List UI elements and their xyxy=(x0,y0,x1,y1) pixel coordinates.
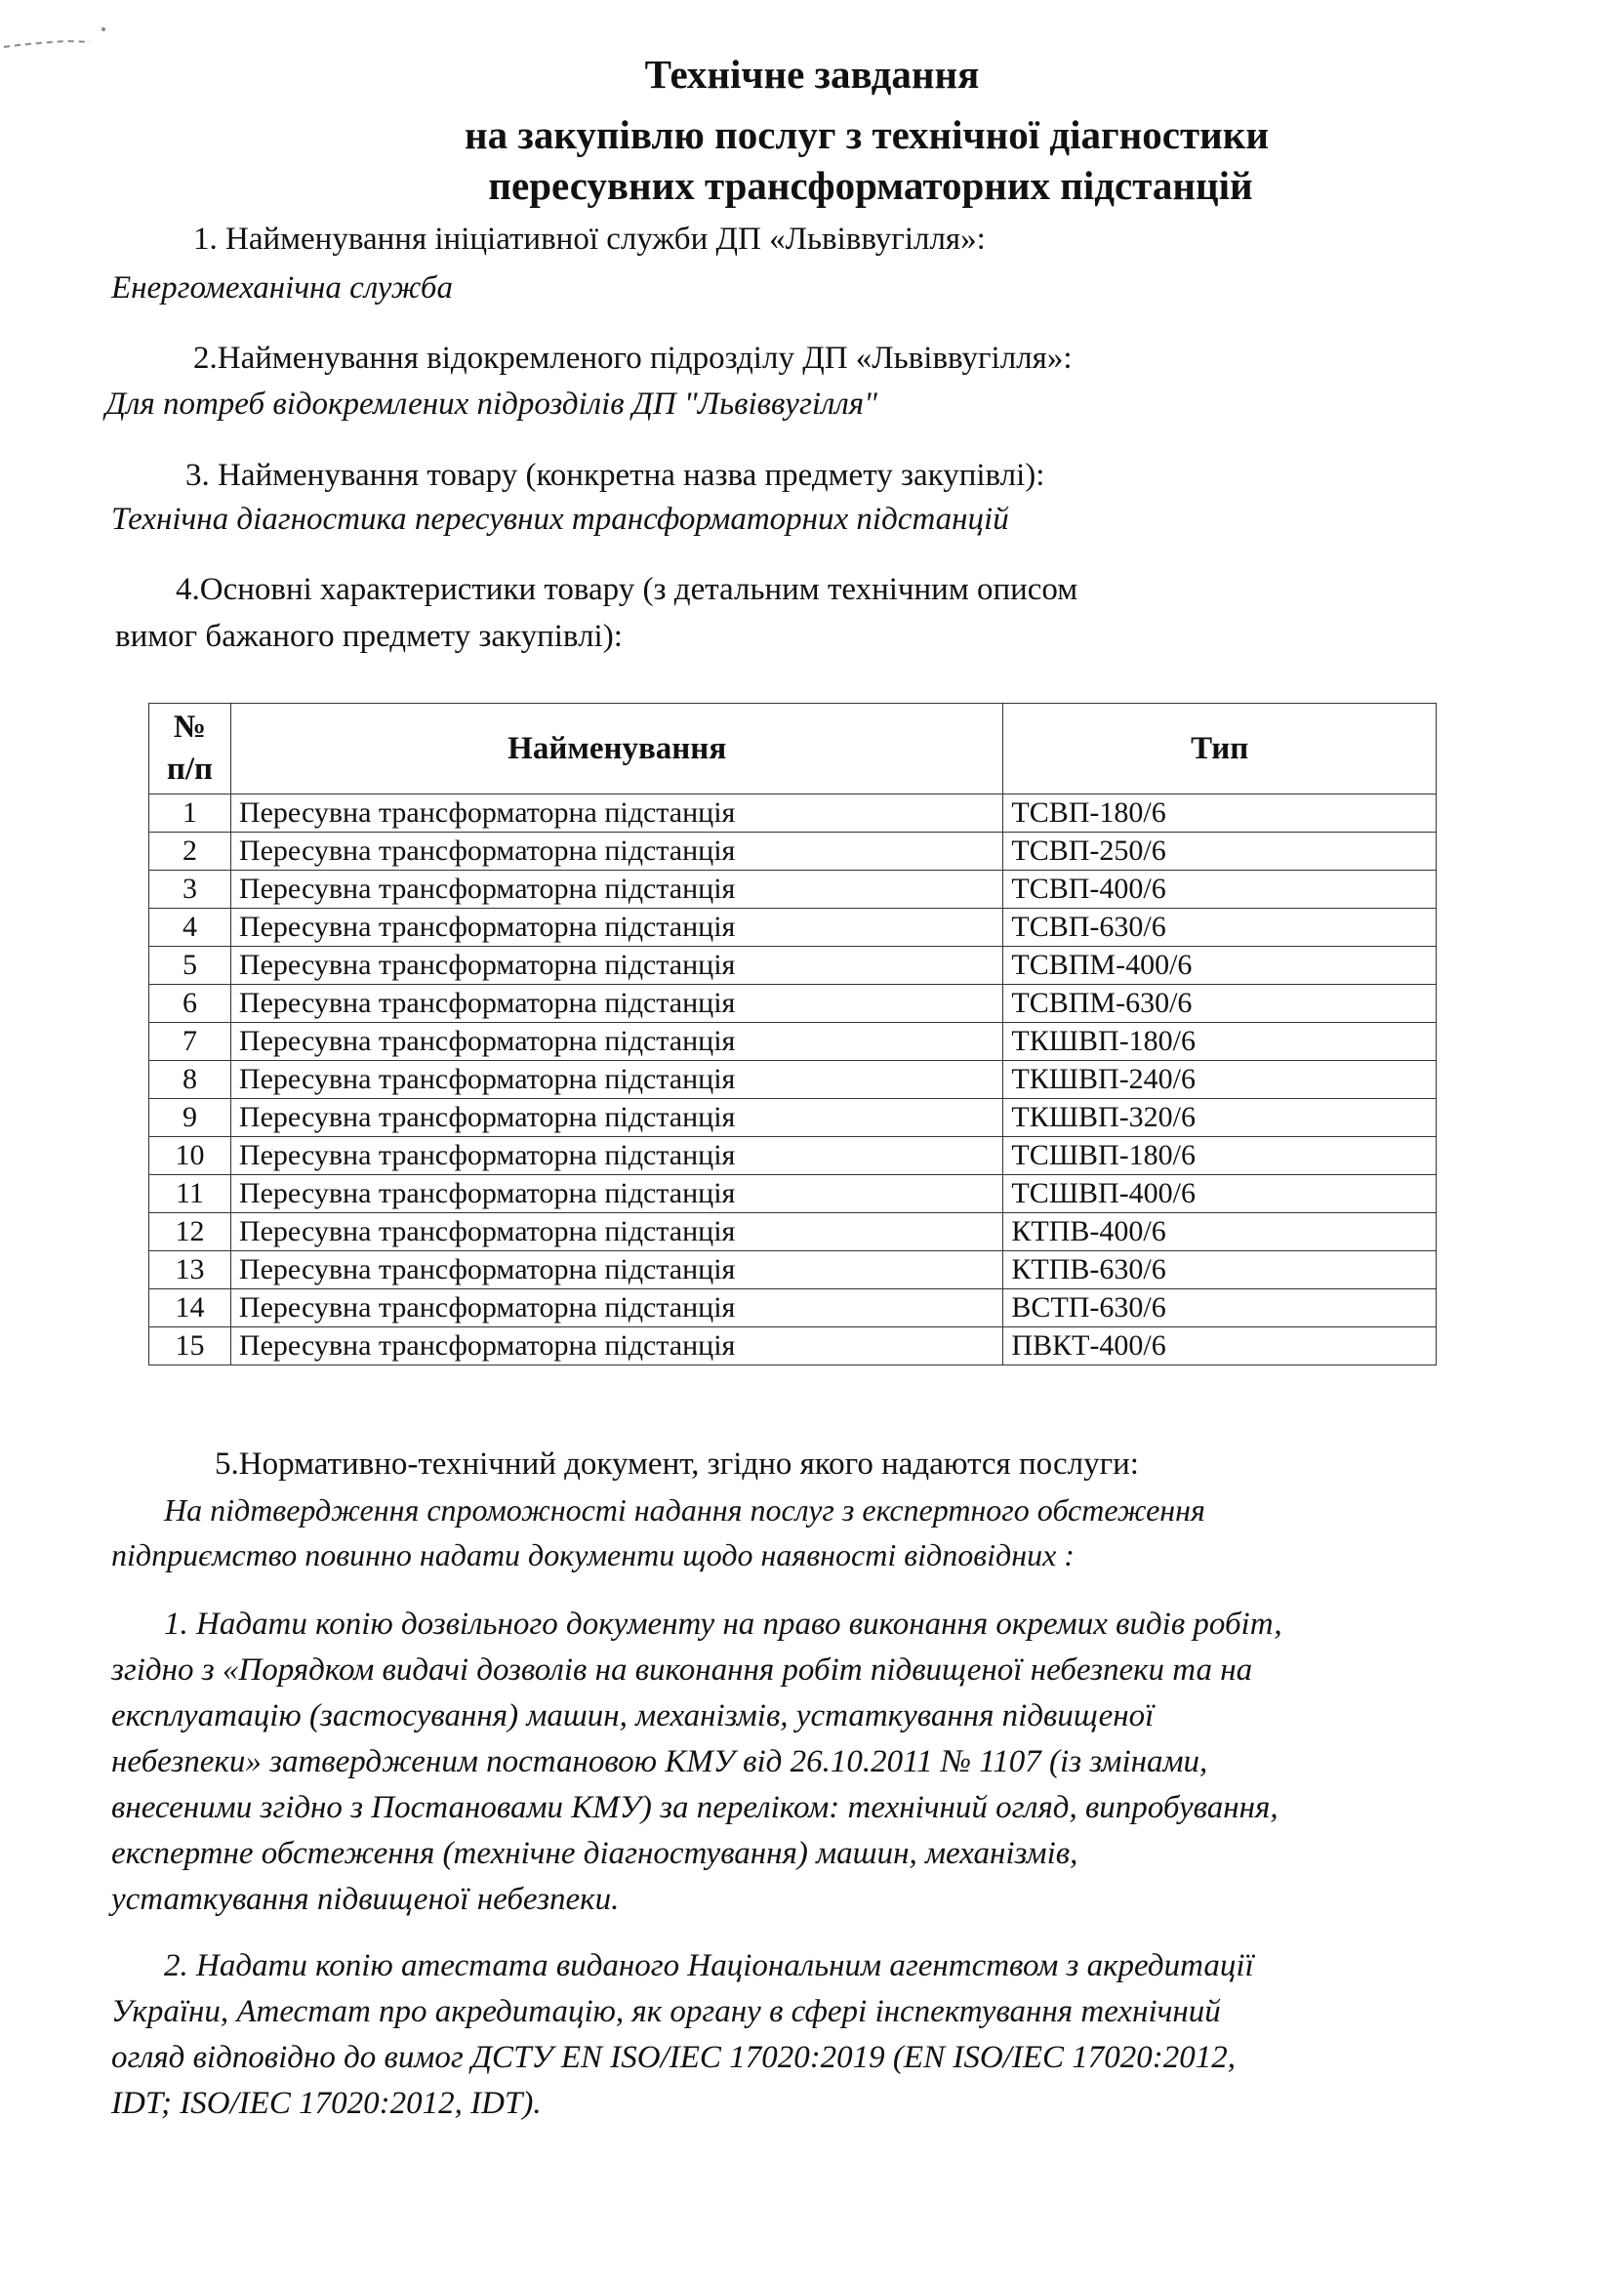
header-number xyxy=(149,704,231,795)
row-name: Пересувна трансформаторна підстанція xyxy=(230,1327,1003,1365)
row-type: ТКШВП-180/6 xyxy=(1003,1023,1437,1061)
row-type: ТСВП-250/6 xyxy=(1003,833,1437,871)
row-type: ВСТП-630/6 xyxy=(1003,1289,1437,1327)
doc-title-line-2: на закупівлю послуг з технічної діагностики xyxy=(464,112,1269,157)
header-number-symbol: № xyxy=(173,710,207,746)
section-3-label: 3. Найменування товару (конкретна назва предмету закупівлі): xyxy=(185,458,1045,493)
row-name: Пересувна трансформаторна підстанція xyxy=(230,1175,1003,1213)
table-row xyxy=(149,1061,1437,1099)
row-type: ПВКТ-400/6 xyxy=(1003,1327,1437,1365)
row-number: 5 xyxy=(149,947,231,985)
row-name: Пересувна трансформаторна підстанція xyxy=(230,1023,1003,1061)
row-type: ТСВПМ-630/6 xyxy=(1003,985,1437,1023)
row-type: ТКШВП-320/6 xyxy=(1003,1099,1437,1137)
item-1-line: внесеними згідно з Постановами КМУ) за переліком: технічний огляд, випробування, xyxy=(111,1790,1279,1825)
row-type: ТСВП-400/6 xyxy=(1003,871,1437,909)
table-row xyxy=(149,1137,1437,1175)
section-4-line-1: 4.Основні характеристики товару (з детальним технічним описом xyxy=(176,572,1078,607)
row-name: Пересувна трансформаторна підстанція xyxy=(230,833,1003,871)
row-type: КТПВ-630/6 xyxy=(1003,1251,1437,1289)
row-number: 8 xyxy=(149,1061,231,1099)
row-name: Пересувна трансформаторна підстанція xyxy=(230,1061,1003,1099)
scan-artifact-icon xyxy=(2,25,109,55)
table-row xyxy=(149,1289,1437,1327)
row-number: 15 xyxy=(149,1327,231,1365)
row-name: Пересувна трансформаторна підстанція xyxy=(230,1251,1003,1289)
row-number: 12 xyxy=(149,1213,231,1251)
section-4-line-2: вимог бажаного предмету закупівлі): xyxy=(115,619,623,654)
item-1-line: 1. Надати копію дозвільного документу на право виконання окремих видів робіт, xyxy=(164,1607,1282,1642)
section-2-value: Для потреб відокремлених підрозділів ДП "Львіввугілля" xyxy=(105,387,877,422)
row-number: 4 xyxy=(149,909,231,947)
table-row xyxy=(149,833,1437,871)
row-type: ТСВП-630/6 xyxy=(1003,909,1437,947)
row-type: ТСШВП-400/6 xyxy=(1003,1175,1437,1213)
item-2-line: огляд відповідно до вимог ДСТУ EN ISO/IEC 17020:2019 (EN ISO/IEC 17020:2012, xyxy=(111,2040,1236,2075)
doc-title-line-1: Технічне завдання xyxy=(644,52,980,97)
row-name: Пересувна трансформаторна підстанція xyxy=(230,1213,1003,1251)
table-row xyxy=(149,1327,1437,1365)
row-number: 1 xyxy=(149,795,231,833)
table-row xyxy=(149,1251,1437,1289)
table-row xyxy=(149,871,1437,909)
table-row xyxy=(149,1099,1437,1137)
row-type: ТСВП-180/6 xyxy=(1003,795,1437,833)
table-row xyxy=(149,795,1437,833)
table-row xyxy=(149,985,1437,1023)
row-type: КТПВ-400/6 xyxy=(1003,1213,1437,1251)
row-number: 2 xyxy=(149,833,231,871)
header-name: Найменування xyxy=(230,704,1003,795)
item-1-line: експлуатацію (застосування) машин, механізмів, устаткування підвищеної xyxy=(111,1698,1155,1733)
table-row xyxy=(149,1213,1437,1251)
table-header-row xyxy=(149,704,1437,795)
table-row xyxy=(149,947,1437,985)
section-1-label: 1. Найменування ініціативної служби ДП «Львіввугілля»: xyxy=(193,222,986,257)
section-5-label: 5.Нормативно-технічний документ, згідно якого надаются послуги: xyxy=(215,1447,1139,1482)
row-name: Пересувна трансформаторна підстанція xyxy=(230,1137,1003,1175)
row-number: 13 xyxy=(149,1251,231,1289)
item-1-line: устаткування підвищеної небезпеки. xyxy=(111,1882,620,1917)
equipment-table xyxy=(148,703,1437,1365)
section-2-label: 2.Найменування відокремленого підрозділу ДП «Львіввугілля»: xyxy=(193,341,1073,376)
item-1-line: небезпеки» затвердженим постановою КМУ від 26.10.2011 № 1107 (із змінами, xyxy=(111,1744,1208,1779)
row-type: ТСВПМ-400/6 xyxy=(1003,947,1437,985)
row-name: Пересувна трансформаторна підстанція xyxy=(230,947,1003,985)
row-name: Пересувна трансформаторна підстанція xyxy=(230,985,1003,1023)
item-2-line: 2. Надати копію атестата виданого Національним агентством з акредитації xyxy=(164,1948,1254,1983)
row-name: Пересувна трансформаторна підстанція xyxy=(230,909,1003,947)
header-number-abbr: п/п xyxy=(166,752,214,787)
row-number: 10 xyxy=(149,1137,231,1175)
item-2-line: IDT; ISO/IEC 17020:2012, IDT). xyxy=(111,2086,542,2121)
row-number: 7 xyxy=(149,1023,231,1061)
item-1-line: експертне обстеження (технічне діагностування) машин, механізмів, xyxy=(111,1836,1078,1871)
doc-title-line-3: пересувних трансформаторних підстанцій xyxy=(488,163,1253,208)
section-3-value: Технічна діагностика пересувних трансформаторних підстанцій xyxy=(111,502,1009,537)
row-type: ТСШВП-180/6 xyxy=(1003,1137,1437,1175)
item-2-line: України, Атестат про акредитацію, як органу в сфері інспектування технічний xyxy=(111,1994,1221,2029)
row-type: ТКШВП-240/6 xyxy=(1003,1061,1437,1099)
row-number: 14 xyxy=(149,1289,231,1327)
row-number: 11 xyxy=(149,1175,231,1213)
row-name: Пересувна трансформаторна підстанція xyxy=(230,795,1003,833)
section-1-value: Енергомеханічна служба xyxy=(111,270,453,306)
row-name: Пересувна трансформаторна підстанція xyxy=(230,1099,1003,1137)
row-number: 3 xyxy=(149,871,231,909)
header-type: Тип xyxy=(1003,704,1437,795)
section-5-intro-line-1: На підтвердження спроможності надання послуг з експертного обстеження xyxy=(164,1492,1205,1528)
section-5-intro-line-2: підприємство повинно надати документи щодо наявності відповідних : xyxy=(111,1537,1075,1572)
row-number: 6 xyxy=(149,985,231,1023)
row-name: Пересувна трансформаторна підстанція xyxy=(230,871,1003,909)
row-name: Пересувна трансформаторна підстанція xyxy=(230,1289,1003,1327)
table-row xyxy=(149,909,1437,947)
item-1-line: згідно з «Порядком видачі дозволів на виконання робіт підвищеної небезпеки та на xyxy=(111,1652,1253,1688)
row-number: 9 xyxy=(149,1099,231,1137)
table-row xyxy=(149,1023,1437,1061)
table-row xyxy=(149,1175,1437,1213)
